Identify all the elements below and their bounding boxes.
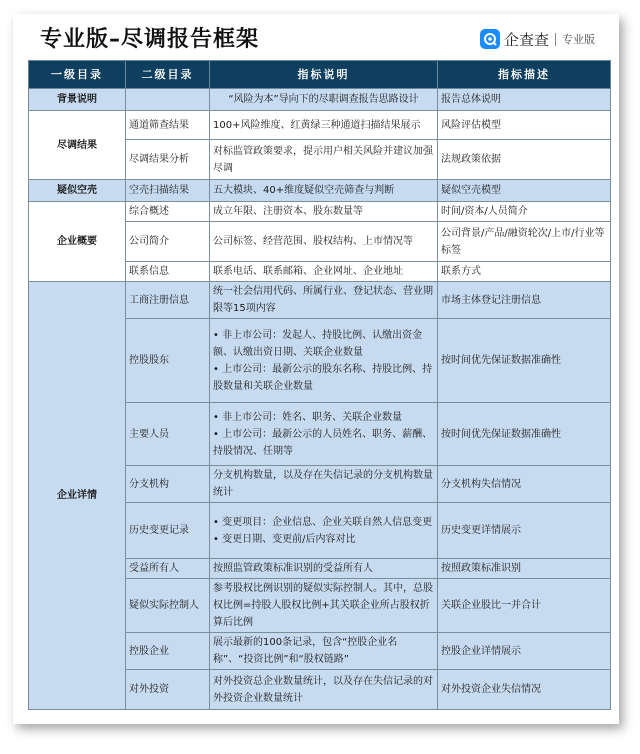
desc-cell: 100+风险维度、红黄绿三种通道扫描结果展示 — [210, 111, 438, 140]
detail-cell: 时间/资本/人员简介 — [438, 202, 611, 222]
table-row — [29, 180, 611, 202]
desc-cell: 分支机构数量，以及存在失信记录的分支机构数量统计 — [210, 466, 438, 503]
desc-bullet: • 变更项目：企业信息、企业关联自然人信息变更 — [213, 516, 433, 528]
table-header-row — [29, 61, 611, 89]
group-cell: 尽调结果 — [29, 111, 126, 180]
table-row — [29, 202, 611, 222]
detail-cell: 联系方式 — [438, 262, 611, 282]
desc-cell: 对外投资总企业数量统计，以及存在失信记录的对外投资企业数量统计 — [210, 670, 438, 710]
table-row — [29, 282, 611, 319]
detail-cell: 控股企业详情展示 — [438, 633, 611, 670]
sub-cell: 工商注册信息 — [126, 282, 210, 319]
sub-cell: 空壳扫描结果 — [126, 180, 210, 202]
framework-table — [28, 60, 611, 710]
header — [13, 14, 619, 60]
desc-bullet: • 上市公司：最新公示的人员姓名、职务、薪酬、持股情况、任期等 — [213, 428, 433, 457]
column-header: 指标说明 — [210, 61, 438, 89]
detail-cell: 报告总体说明 — [438, 89, 611, 111]
detail-cell: 按时间优先保证数据准确性 — [438, 403, 611, 466]
desc-cell — [210, 403, 438, 466]
desc-bullet: • 非上市公司：姓名、职务、关联企业数量 — [213, 411, 403, 423]
desc-cell: 成立年限、注册资本、股东数量等 — [210, 202, 438, 222]
desc-bullet: • 非上市公司：发起人、持股比例、认缴出资金额、认缴出资日期、关联企业数量 — [213, 329, 423, 358]
detail-cell: 关联企业股比一并合计 — [438, 579, 611, 633]
table-row — [29, 89, 611, 111]
detail-cell: 公司背景/产品/融资轮次/上市/行业等标签 — [438, 222, 611, 262]
sub-cell: 主要人员 — [126, 403, 210, 466]
detail-cell: 分支机构失信情况 — [438, 466, 611, 503]
desc-cell: 参考股权比例识别的疑似实际控制人。其中，总股权比例=持股人股权比例+其关联企业所占股权折算后比例 — [210, 579, 438, 633]
detail-cell: 市场主体登记注册信息 — [438, 282, 611, 319]
desc-bullet: • 上市公司：最新公示的股东名称、持股比例、持股数量和关联企业数量 — [213, 363, 433, 392]
brand-name: 企查查 — [503, 30, 549, 49]
desc-cell — [210, 503, 438, 559]
desc-cell: 五大模块、40+维度疑似空壳筛查与判断 — [210, 180, 438, 202]
sub-cell — [126, 89, 210, 111]
desc-cell — [210, 319, 438, 403]
desc-cell: “风险为本”导向下的尽职调查报告思路设计 — [210, 89, 438, 111]
brand — [480, 28, 595, 50]
column-header: 一级目录 — [29, 61, 126, 89]
sub-cell: 公司简介 — [126, 222, 210, 262]
detail-cell: 按照政策标准识别 — [438, 559, 611, 579]
desc-cell: 公司标签、经营范围、股权结构、上市情况等 — [210, 222, 438, 262]
qichacha-logo-icon — [480, 29, 500, 49]
sub-cell: 分支机构 — [126, 466, 210, 503]
group-cell: 疑似空壳 — [29, 180, 126, 202]
group-cell: 企业详情 — [29, 282, 126, 710]
sub-cell: 控股股东 — [126, 319, 210, 403]
desc-cell: 按照监管政策标准识别的受益所有人 — [210, 559, 438, 579]
desc-bullet: • 变更日期、变更前/后内容对比 — [213, 533, 356, 545]
sub-cell: 受益所有人 — [126, 559, 210, 579]
sub-cell: 疑似实际控制人 — [126, 579, 210, 633]
brand-tag: 专业版 — [562, 33, 595, 46]
desc-cell: 展示最新的100条记录，包含“控股企业名称”、“投资比例”和“股权链路” — [210, 633, 438, 670]
report-card — [13, 14, 619, 724]
detail-cell: 对外投资企业失信情况 — [438, 670, 611, 710]
detail-cell: 按时间优先保证数据准确性 — [438, 319, 611, 403]
detail-cell: 历史变更详情展示 — [438, 503, 611, 559]
sub-cell: 综合概述 — [126, 202, 210, 222]
sub-cell: 对外投资 — [126, 670, 210, 710]
group-cell: 企业概要 — [29, 202, 126, 282]
detail-cell: 风险评估模型 — [438, 111, 611, 140]
column-header: 二级目录 — [126, 61, 210, 89]
detail-cell: 法规政策依据 — [438, 140, 611, 180]
brand-divider — [555, 33, 556, 46]
desc-cell: 统一社会信用代码、所属行业、登记状态、营业期限等15项内容 — [210, 282, 438, 319]
sub-cell: 历史变更记录 — [126, 503, 210, 559]
desc-cell: 对标监管政策要求，提示用户相关风险并建议加强尽调 — [210, 140, 438, 180]
group-cell: 背景说明 — [29, 89, 126, 111]
table-row — [29, 111, 611, 140]
sub-cell: 联系信息 — [126, 262, 210, 282]
sub-cell: 控股企业 — [126, 633, 210, 670]
sub-cell: 尽调结果分析 — [126, 140, 210, 180]
column-header: 指标描述 — [438, 61, 611, 89]
sub-cell: 通道筛查结果 — [126, 111, 210, 140]
page-title: 专业版–尽调报告框架 — [40, 27, 260, 52]
desc-cell: 联系电话、联系邮箱、企业网址、企业地址 — [210, 262, 438, 282]
detail-cell: 疑似空壳模型 — [438, 180, 611, 202]
